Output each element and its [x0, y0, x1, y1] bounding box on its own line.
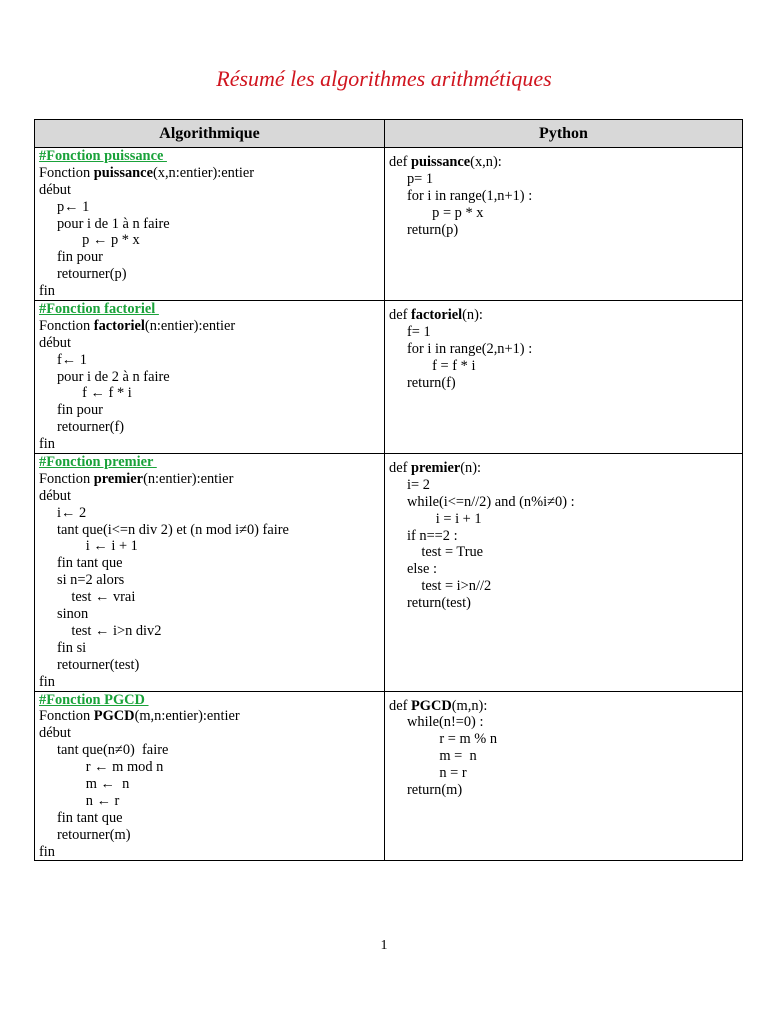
algo-signature-name: PGCD — [93, 708, 135, 725]
header-python: Python — [385, 120, 743, 148]
python-signature-prefix: def — [389, 307, 411, 324]
python-line: f = f * i — [389, 357, 476, 374]
python-code-block — [389, 301, 738, 391]
algo-line: début — [39, 487, 71, 504]
algo-line: fin — [39, 436, 55, 453]
table-row — [35, 691, 743, 861]
python-line: while(n!=0) : — [389, 714, 484, 731]
algo-line: tant que(i<=n div 2) et (n mod i≠0) faire — [39, 521, 289, 538]
algorithm-cell — [35, 454, 385, 691]
algo-line: fin si — [39, 639, 87, 656]
algo-signature — [39, 165, 380, 182]
algo-line: r ← m mod n — [39, 759, 164, 776]
algo-line: f ← f * i — [39, 385, 132, 402]
python-cell — [385, 148, 743, 301]
function-heading: #Fonction puissance — [39, 148, 167, 164]
algorithm-cell — [35, 148, 385, 301]
algo-line: p ← p * x — [39, 232, 140, 249]
algo-signature-suffix: (x,n:entier):entier — [152, 164, 255, 181]
algo-signature-suffix: (n:entier):entier — [144, 317, 236, 334]
algo-line: test ← i>n div2 — [39, 622, 162, 639]
algo-line: i← 2 — [39, 504, 87, 521]
page-number: 1 — [380, 938, 388, 953]
table-row — [35, 148, 743, 301]
algo-line: fin — [39, 843, 55, 860]
function-heading: #Fonction factoriel — [39, 301, 159, 318]
python-signature — [389, 307, 738, 324]
python-line: while(i<=n//2) and (n%i≠0) : — [389, 493, 575, 510]
python-code-block — [389, 454, 738, 612]
algo-line: test ← vrai — [39, 589, 136, 606]
algo-signature-prefix: Fonction — [39, 470, 94, 487]
python-line: return(p) — [389, 221, 459, 238]
python-signature-suffix: (m,n): — [451, 697, 488, 714]
algo-line: p← 1 — [39, 198, 90, 215]
python-line: p= 1 — [389, 170, 434, 187]
python-line: n = r — [389, 765, 467, 782]
algo-signature-name: premier — [93, 470, 144, 487]
function-heading: #Fonction PGCD — [39, 691, 149, 708]
python-signature-suffix: (n): — [460, 460, 482, 477]
python-line: test = True — [389, 544, 484, 561]
python-line: m = n — [389, 748, 477, 765]
python-signature — [389, 698, 738, 715]
python-signature-suffix: (n): — [462, 307, 483, 324]
algo-signature-prefix: Fonction — [39, 317, 94, 334]
python-line: return(test) — [389, 595, 471, 612]
algorithm-cell — [35, 301, 385, 454]
algo-line: sinon — [39, 606, 89, 623]
table-row — [35, 454, 743, 691]
algo-signature-prefix: Fonction — [39, 164, 94, 181]
python-line: f= 1 — [389, 323, 431, 340]
algo-line: pour i de 1 à n faire — [39, 215, 170, 232]
python-line: return(f) — [389, 374, 456, 391]
function-heading: #Fonction premier — [39, 454, 157, 471]
python-line: for i in range(1,n+1) : — [389, 187, 533, 204]
algo-line: début — [39, 725, 71, 742]
python-line: i= 2 — [389, 476, 430, 493]
algo-line: fin tant que — [39, 809, 123, 826]
python-line: p = p * x — [389, 204, 484, 221]
python-line: i = i + 1 — [389, 510, 482, 527]
algo-signature-name: factoriel — [93, 317, 145, 334]
python-signature — [389, 460, 738, 477]
algo-line: f← 1 — [39, 351, 87, 368]
python-signature-name: puissance — [410, 154, 471, 170]
python-cell — [385, 454, 743, 691]
python-code-block — [389, 148, 738, 238]
algorithms-table — [34, 119, 743, 861]
python-signature-name: premier — [410, 460, 461, 477]
python-signature-name: PGCD — [410, 697, 452, 714]
algo-line: fin pour — [39, 402, 103, 419]
algorithm-cell — [35, 691, 385, 861]
algo-line: fin pour — [39, 249, 103, 266]
python-line: if n==2 : — [389, 527, 458, 544]
python-cell — [385, 301, 743, 454]
python-signature-prefix: def — [389, 460, 411, 477]
python-signature-prefix: def — [389, 697, 411, 714]
algo-line: retourner(test) — [39, 656, 140, 673]
algo-line: retourner(m) — [39, 826, 131, 843]
python-line: r = m % n — [389, 731, 498, 748]
python-signature — [389, 154, 738, 171]
table-row — [35, 301, 743, 454]
python-line: test = i>n//2 — [389, 578, 492, 595]
page-title: Résumé les algorithmes arithmétiques — [216, 66, 552, 91]
algo-line: retourner(p) — [39, 266, 127, 283]
algo-line: i ← i + 1 — [39, 538, 138, 555]
algo-line: m ← n — [39, 775, 130, 792]
algo-signature-suffix: (n:entier):entier — [143, 470, 234, 487]
algo-signature — [39, 318, 380, 335]
algo-signature — [39, 471, 380, 488]
algo-line: tant que(n≠0) faire — [39, 742, 169, 759]
python-line: for i in range(2,n+1) : — [389, 340, 533, 357]
algo-signature-suffix: (m,n:entier):entier — [134, 708, 240, 725]
algo-line: si n=2 alors — [39, 572, 125, 589]
algo-line: fin — [39, 673, 55, 690]
algo-line: début — [39, 181, 71, 198]
python-line: else : — [389, 561, 437, 578]
header-algorithmique: Algorithmique — [35, 120, 385, 148]
python-signature-prefix: def — [389, 154, 411, 170]
algo-line: pour i de 2 à n faire — [39, 368, 170, 385]
algo-line: retourner(f) — [39, 419, 125, 436]
python-signature-name: factoriel — [410, 307, 463, 324]
algo-line: n ← r — [39, 792, 120, 809]
algo-signature — [39, 708, 380, 725]
python-signature-suffix: (x,n): — [470, 154, 502, 170]
table-header-row — [35, 120, 743, 148]
algo-signature-name: puissance — [93, 164, 153, 181]
python-line: return(m) — [389, 781, 463, 798]
python-code-block — [389, 692, 738, 799]
python-cell — [385, 691, 743, 861]
algo-line: début — [39, 334, 71, 351]
algo-line: fin — [39, 283, 55, 300]
algo-signature-prefix: Fonction — [39, 708, 94, 725]
algo-line: fin tant que — [39, 555, 123, 572]
